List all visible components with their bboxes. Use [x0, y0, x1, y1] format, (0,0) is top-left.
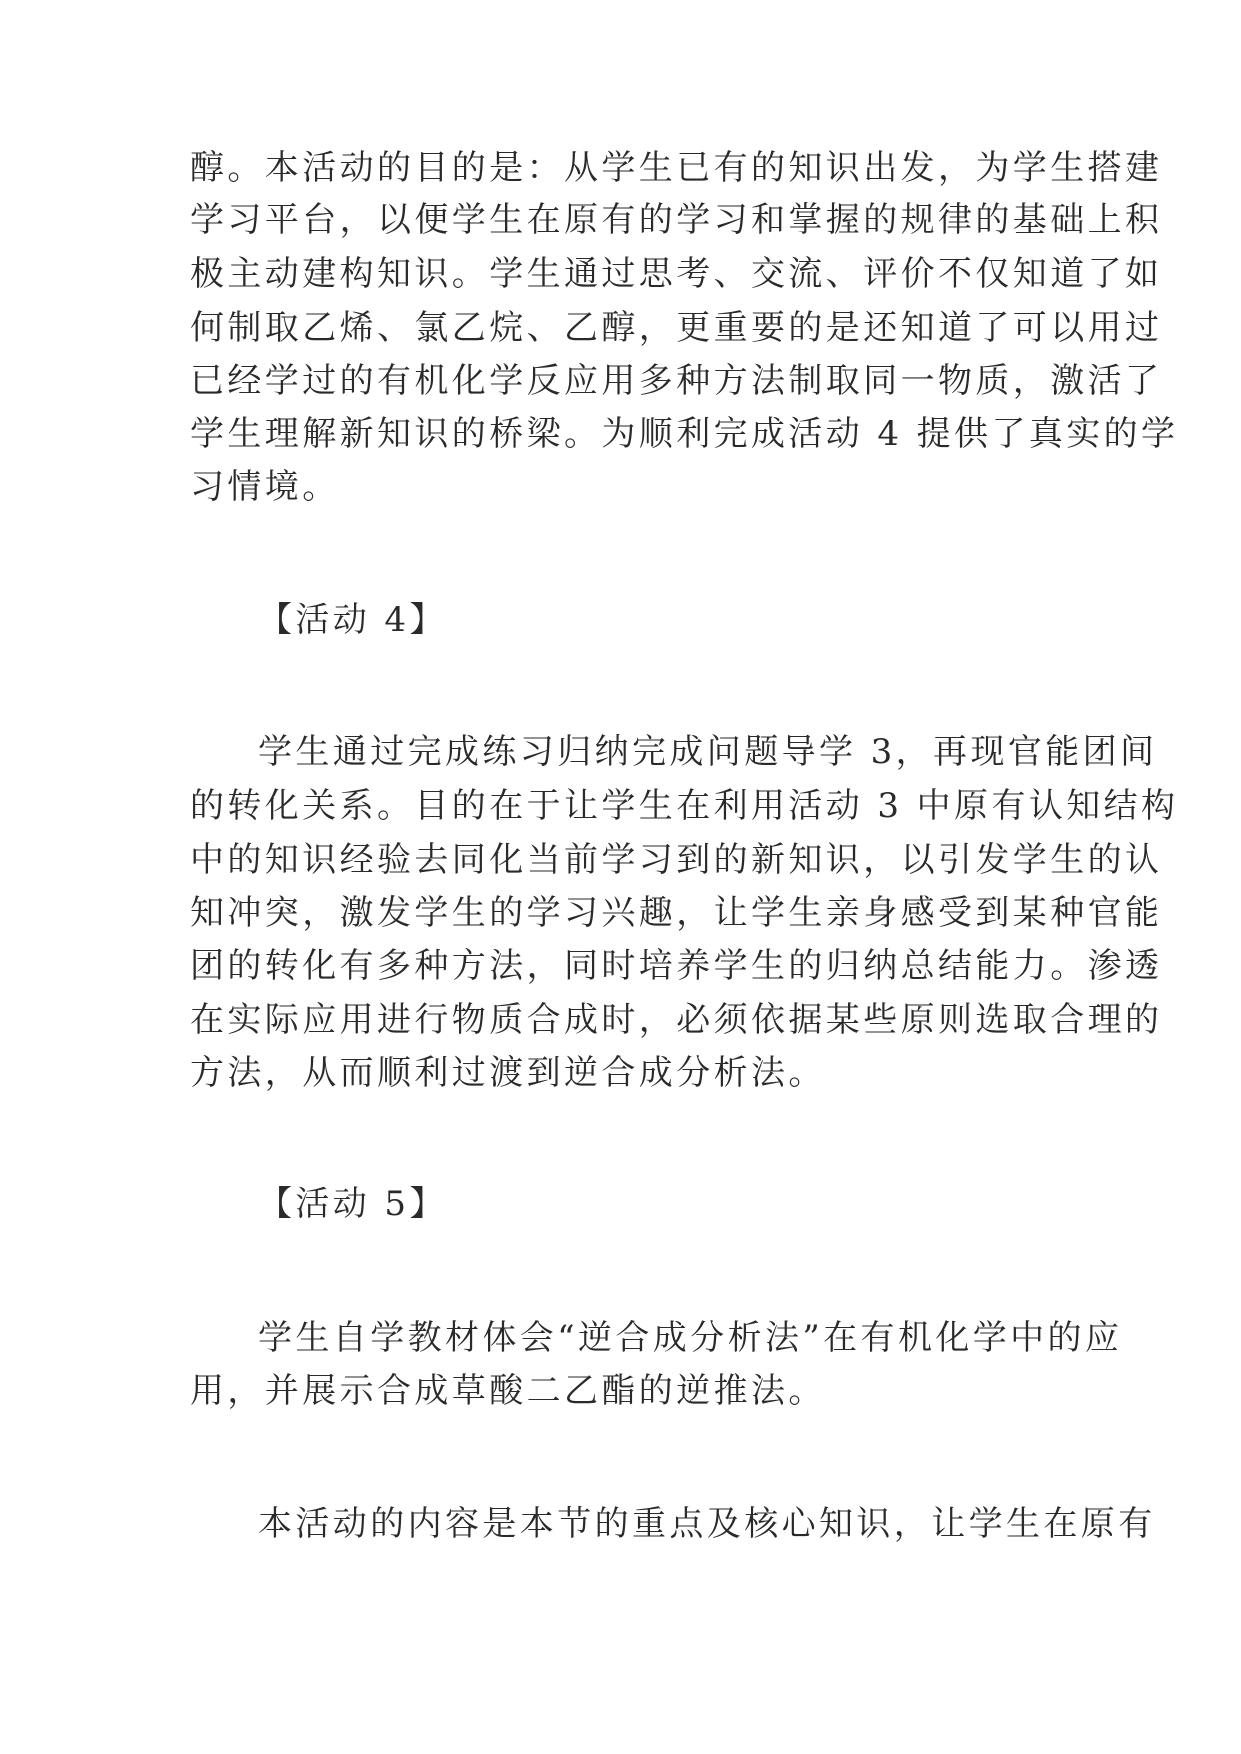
text-line: 极主动建构知识。学生通过思考、交流、评价不仅知道了如 — [190, 254, 1163, 294]
text-line: 的转化关系。目的在于让学生在利用活动 3 中原有认知结构 — [190, 786, 1179, 826]
text-line: 中的知识经验去同化当前学习到的新知识，以引发学生的认 — [190, 840, 1163, 880]
text-line: 何制取乙烯、氯乙烷、乙醇，更重要的是还知道了可以用过 — [190, 308, 1163, 348]
text-line: 习情境。 — [190, 467, 340, 507]
text-line: 在实际应用进行物质合成时，必须依据某些原则选取合理的 — [190, 1000, 1163, 1040]
text-line: 学习平台，以便学生在原有的学习和掌握的规律的基础上积 — [190, 200, 1163, 240]
text-line: 知冲突，激发学生的学习兴趣，让学生亲身感受到某种官能 — [190, 893, 1163, 933]
text-line: 方法，从而顺利过渡到逆合成分析法。 — [190, 1053, 826, 1093]
text-line: 用，并展示合成草酸二乙酯的逆推法。 — [190, 1371, 826, 1411]
text-line: 团的转化有多种方法，同时培养学生的归纳总结能力。渗透 — [190, 946, 1163, 986]
text-line: 学生通过完成练习归纳完成问题导学 3，再现官能团间 — [258, 732, 1158, 772]
text-line: 本活动的内容是本节的重点及核心知识，让学生在原有 — [258, 1504, 1156, 1544]
text-line: 学生自学教材体会“逆合成分析法”在有机化学中的应 — [258, 1318, 1123, 1358]
heading-activity-5: 【活动 5】 — [258, 1184, 447, 1224]
text-line: 学生理解新知识的桥梁。为顺利完成活动 4 提供了真实的学 — [190, 414, 1179, 454]
text-line: 醇。本活动的目的是：从学生已有的知识出发，为学生搭建 — [190, 148, 1163, 188]
heading-activity-4: 【活动 4】 — [258, 600, 447, 640]
text-line: 已经学过的有机化学反应用多种方法制取同一物质，激活了 — [190, 361, 1163, 401]
